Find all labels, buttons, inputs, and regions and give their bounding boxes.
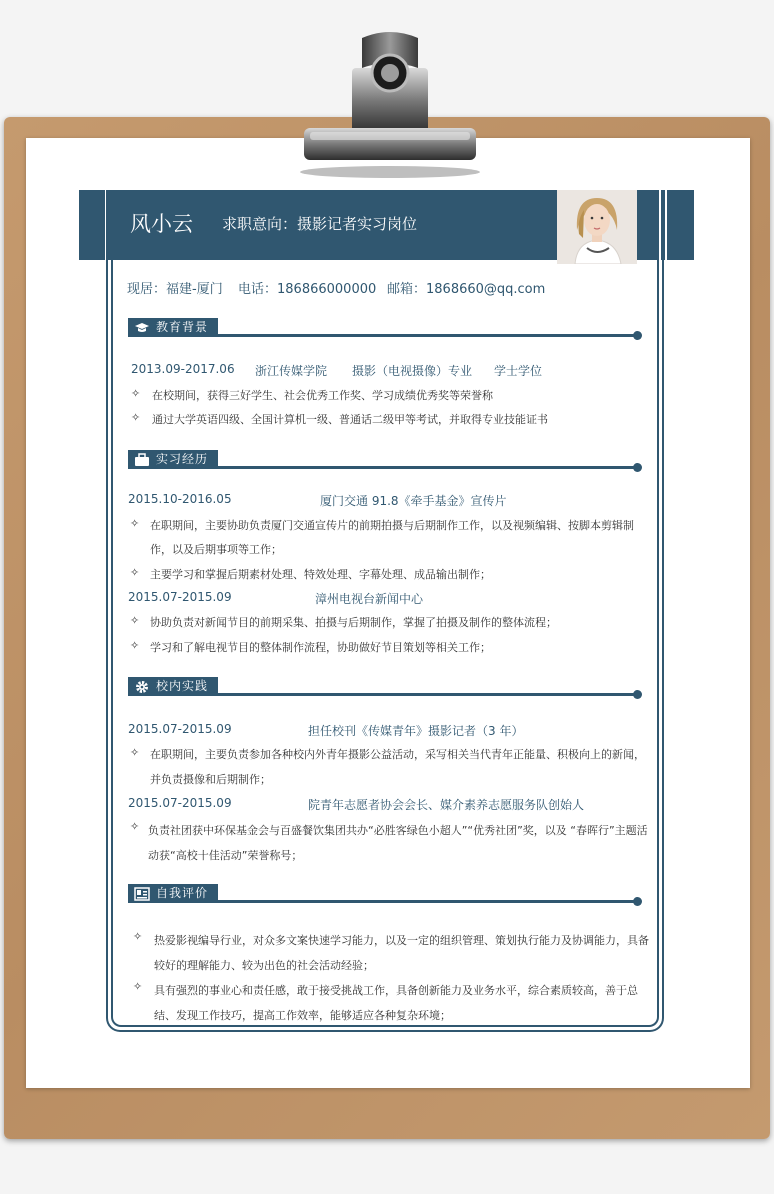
section-title-self-eval: 自我评价 [128,884,218,903]
section-rule-dot [633,690,642,699]
contact-phone: 电话：186866000000 [238,282,377,297]
campus-bullet: 在职期间，主要负责参加各种校内外青年摄影公益活动，采写相关当代青年正能量、积极向上的新闻， [150,748,645,761]
campus-bullet: 负责社团获中环保基金会与百盛餐饮集团共办“必胜客绿色小超人”“优秀社团”奖，以及 “春晖行”主题活动获“高校十佳活动”荣誉称号； [148,824,648,862]
gear-icon [134,680,150,694]
graduation-cap-icon [134,321,150,335]
education-bullet: 通过大学英语四级、全国计算机一级、普通话二级甲等考试，并取得专业技能证书 [152,413,548,426]
campus-period: 2015.07-2015.09 [128,722,232,736]
internship-title: 漳州电视台新闻中心 [315,592,424,606]
campus-title: 院青年志愿者协会会长、媒介素养志愿服务队创始人 [308,798,585,812]
internship-period: 2015.07-2015.09 [128,590,232,604]
campus-title: 担任校刊《传媒青年》摄影记者（3 年） [308,724,524,738]
internship-bullet: 在职期间，主要协助负责厦门交通宣传片的前期拍摄与后期制作工作，以及视频编辑、按脚本剪辑制 [150,519,634,532]
internship-title: 厦门交通 91.8《牵手基金》宣传片 [320,494,507,508]
bullet-icon: ✧ [130,566,140,579]
bullet-icon: ✧ [131,411,141,424]
contact-location: 现居：福建-厦门 [127,282,223,297]
section-rule-dot [633,331,642,340]
bullet-icon: ✧ [133,980,143,993]
candidate-name: 风小云 [130,212,193,236]
bullet-icon: ✧ [130,614,140,627]
job-intent: 求职意向：摄影记者实习岗位 [222,215,418,233]
internship-bullet: 协助负责对新闻节目的前期采集、拍摄与后期制作，掌握了拍摄及制作的整体流程； [150,616,557,629]
section-title-education: 教育背景 [128,318,218,337]
internship-bullet: 作，以及后期事项等工作； [150,543,282,556]
education-major: 摄影（电视摄像）专业 [352,364,473,378]
section-title-campus: 校内实践 [128,677,218,696]
education-school: 浙江传媒学院 [255,364,328,378]
bullet-icon: ✧ [130,820,140,833]
bullet-icon: ✧ [130,639,140,652]
education-degree: 学士学位 [494,364,543,378]
internship-bullet: 学习和了解电视节目的整体制作流程，协助做好节目策划等相关工作； [150,641,491,654]
bullet-icon: ✧ [131,387,141,400]
education-bullet: 在校期间，获得三好学生、社会优秀工作奖、学习成绩优秀奖等荣誉称 [152,389,493,402]
campus-period: 2015.07-2015.09 [128,796,232,810]
internship-period: 2015.10-2016.05 [128,492,232,506]
education-period: 2013.09-2017.06 [131,362,235,376]
binder-clip-icon [290,28,490,178]
self-eval-bullet: 具有强烈的事业心和责任感，敢于接受挑战工作，具备创新能力及业务水平，综合素质较高，善于总结、发现工作技巧，提高工作效率，能够适应各种复杂环境； [154,984,638,1022]
internship-bullet: 主要学习和掌握后期素材处理、特效处理、字幕处理、成品输出制作； [150,568,491,581]
section-rule-dot [633,463,642,472]
contact-email[interactable]: 邮箱：1868660@qq.com [387,282,546,297]
bullet-icon: ✧ [130,517,140,530]
bullet-icon: ✧ [133,930,143,943]
briefcase-icon [134,453,150,467]
campus-bullet: 并负责摄像和后期制作； [150,773,271,786]
bullet-icon: ✧ [130,746,140,759]
header-divider-right [665,190,667,260]
profile-photo [557,190,637,264]
section-rule-dot [633,897,642,906]
self-eval-bullet: 热爱影视编导行业，对众多文案快速学习能力，以及一定的组织管理、策划执行能力及协调能力，具备较好的理解能力、较为出色的社会活动经验； [154,934,649,972]
id-card-icon [134,887,150,901]
section-title-internship: 实习经历 [128,450,218,469]
